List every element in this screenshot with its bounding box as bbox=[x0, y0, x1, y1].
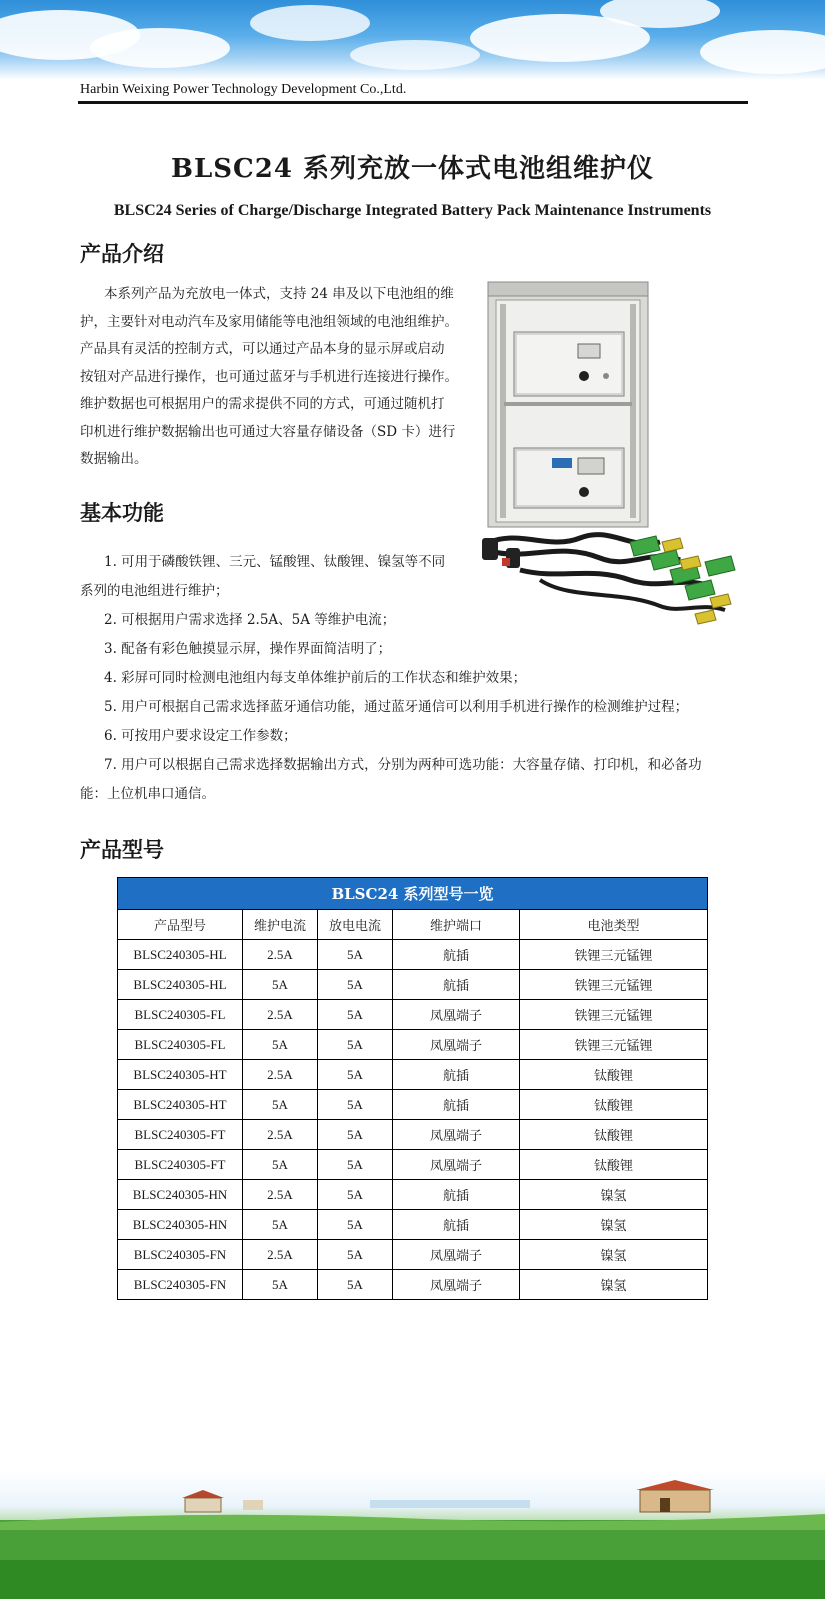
table-cell: 2.5A bbox=[243, 1120, 318, 1150]
table-cell: BLSC240305-HL bbox=[118, 940, 243, 970]
table-cell: BLSC240305-HT bbox=[118, 1060, 243, 1090]
table-cell: BLSC240305-FT bbox=[118, 1150, 243, 1180]
table-cell: 5A bbox=[318, 1030, 393, 1060]
table-cell: 5A bbox=[318, 1270, 393, 1300]
column-header: 电池类型 bbox=[520, 910, 708, 940]
table-cell: 钛酸锂 bbox=[520, 1090, 708, 1120]
table-cell: 镍氢 bbox=[520, 1270, 708, 1300]
table-cell: 镍氢 bbox=[520, 1240, 708, 1270]
table-cell: BLSC240305-HL bbox=[118, 970, 243, 1000]
table-header-row bbox=[118, 910, 708, 940]
table-cell: BLSC240305-FT bbox=[118, 1120, 243, 1150]
table-cell: 5A bbox=[318, 1120, 393, 1150]
table-cell: 5A bbox=[243, 1090, 318, 1120]
table-row bbox=[118, 1030, 708, 1060]
table-cell: BLSC240305-FL bbox=[118, 1000, 243, 1030]
table-cell: 5A bbox=[243, 970, 318, 1000]
list-item: 2. 可根据用户需求选择 2.5A、5A 等维护电流； bbox=[104, 612, 396, 628]
table-row bbox=[118, 1120, 708, 1150]
list-item: 6. 可按用户要求设定工作参数； bbox=[104, 728, 297, 744]
table-cell: 5A bbox=[318, 1150, 393, 1180]
table-cell: 5A bbox=[318, 970, 393, 1000]
column-header: 维护端口 bbox=[393, 910, 520, 940]
table-cell: 2.5A bbox=[243, 1000, 318, 1030]
table-row bbox=[118, 1000, 708, 1030]
table-cell: BLSC240305-HT bbox=[118, 1090, 243, 1120]
list-item: 7. 用户可以根据自己需求选择数据输出方式，分别为两种可选功能：大容量存储、打印机，和必备功 bbox=[104, 757, 702, 773]
table-cell: 航插 bbox=[393, 940, 520, 970]
table-row bbox=[118, 1060, 708, 1090]
intro-line: 数据输出。 bbox=[80, 451, 148, 467]
table-cell: 航插 bbox=[393, 1210, 520, 1240]
table-cell: 5A bbox=[318, 1060, 393, 1090]
table-cell: 钛酸锂 bbox=[520, 1120, 708, 1150]
table-cell: 钛酸锂 bbox=[520, 1150, 708, 1180]
table-cell: 凤凰端子 bbox=[393, 1270, 520, 1300]
functions-list bbox=[80, 548, 750, 809]
table-caption-row bbox=[118, 878, 708, 910]
table-row bbox=[118, 1090, 708, 1120]
column-header: 放电电流 bbox=[318, 910, 393, 940]
intro-line: 护，主要针对电动汽车及家用储能等电池组领域的电池组维护。 bbox=[80, 313, 458, 330]
table-cell: 凤凰端子 bbox=[393, 1240, 520, 1270]
table-cell: 5A bbox=[318, 1180, 393, 1210]
list-item: 系列的电池组进行维护； bbox=[80, 583, 229, 599]
table-cell: 铁锂三元锰锂 bbox=[520, 940, 708, 970]
table-cell: 铁锂三元锰锂 bbox=[520, 1030, 708, 1060]
table-cell: 2.5A bbox=[243, 1060, 318, 1090]
table-cell: 5A bbox=[243, 1150, 318, 1180]
model-table bbox=[117, 877, 708, 1300]
header-divider bbox=[78, 101, 748, 104]
intro-line: 本系列产品为充放电一体式，支持 24 串及以下电池组的维 bbox=[104, 286, 454, 302]
table-cell: 2.5A bbox=[243, 1240, 318, 1270]
table-row bbox=[118, 1180, 708, 1210]
intro-line: 维护数据也可根据用户的需求提供不同的方式，可通过随机打 bbox=[80, 396, 445, 412]
table-cell: BLSC240305-HN bbox=[118, 1180, 243, 1210]
table-cell: 5A bbox=[318, 1000, 393, 1030]
table-cell: 凤凰端子 bbox=[393, 1000, 520, 1030]
table-cell: 镍氢 bbox=[520, 1180, 708, 1210]
table-row bbox=[118, 970, 708, 1000]
table-cell: 5A bbox=[318, 1210, 393, 1240]
list-item: 1. 可用于磷酸铁锂、三元、锰酸锂、钛酸锂、镍氢等不同 bbox=[104, 554, 446, 570]
table-cell: 航插 bbox=[393, 1180, 520, 1210]
table-cell: 铁锂三元锰锂 bbox=[520, 970, 708, 1000]
intro-paragraph bbox=[80, 281, 480, 474]
table-cell: 铁锂三元锰锂 bbox=[520, 1000, 708, 1030]
intro-line: 印机进行维护数据输出也可通过大容量存储设备（SD 卡）进行 bbox=[80, 423, 456, 440]
page-title: BLSC24 系列充放一体式电池组维护仪 bbox=[171, 154, 654, 184]
table-cell: BLSC240305-FN bbox=[118, 1270, 243, 1300]
table-cell: 航插 bbox=[393, 970, 520, 1000]
table-cell: 5A bbox=[318, 940, 393, 970]
table-cell: 航插 bbox=[393, 1060, 520, 1090]
table-row bbox=[118, 940, 708, 970]
table-cell: 凤凰端子 bbox=[393, 1120, 520, 1150]
table-cell: BLSC240305-FN bbox=[118, 1240, 243, 1270]
table-cell: 镍氢 bbox=[520, 1210, 708, 1240]
table-title: BLSC24 系列型号一览 bbox=[118, 878, 708, 910]
column-header: 维护电流 bbox=[243, 910, 318, 940]
list-item: 3. 配备有彩色触摸显示屏，操作界面简洁明了； bbox=[104, 641, 392, 657]
functions-heading: 基本功能 bbox=[80, 501, 164, 525]
page-subtitle: BLSC24 Series of Charge/Discharge Integrated Battery Pack Maintenance Instruments bbox=[113, 202, 712, 219]
table-cell: 5A bbox=[243, 1210, 318, 1240]
column-header: 产品型号 bbox=[118, 910, 243, 940]
table-cell: 2.5A bbox=[243, 1180, 318, 1210]
table-cell: BLSC240305-HN bbox=[118, 1210, 243, 1240]
sky-banner bbox=[0, 0, 825, 80]
table-cell: 5A bbox=[318, 1090, 393, 1120]
table-cell: 凤凰端子 bbox=[393, 1030, 520, 1060]
models-heading: 产品型号 bbox=[80, 838, 164, 862]
intro-line: 产品具有灵活的控制方式，可以通过产品本身的显示屏或启动 bbox=[80, 341, 445, 357]
list-item: 能：上位机串口通信。 bbox=[80, 786, 215, 802]
grassland-banner bbox=[0, 1470, 825, 1599]
table-row bbox=[118, 1270, 708, 1300]
table-row bbox=[118, 1150, 708, 1180]
intro-heading: 产品介绍 bbox=[80, 242, 164, 266]
table-cell: 航插 bbox=[393, 1090, 520, 1120]
intro-line: 按钮对产品进行操作，也可通过蓝牙与手机进行连接进行操作。 bbox=[80, 368, 458, 385]
company-name: Harbin Weixing Power Technology Development Co.,Ltd. bbox=[80, 82, 407, 97]
table-cell: 凤凰端子 bbox=[393, 1150, 520, 1180]
table-cell: BLSC240305-FL bbox=[118, 1030, 243, 1060]
list-item: 4. 彩屏可同时检测电池组内每支单体维护前后的工作状态和维护效果； bbox=[104, 670, 527, 686]
table-row bbox=[118, 1240, 708, 1270]
table-cell: 5A bbox=[318, 1240, 393, 1270]
table-cell: 2.5A bbox=[243, 940, 318, 970]
table-cell: 5A bbox=[243, 1270, 318, 1300]
table-row bbox=[118, 1210, 708, 1240]
table-cell: 钛酸锂 bbox=[520, 1060, 708, 1090]
table-cell: 5A bbox=[243, 1030, 318, 1060]
list-item: 5. 用户可根据自己需求选择蓝牙通信功能，通过蓝牙通信可以利用手机进行操作的检测维护过程； bbox=[104, 699, 689, 715]
